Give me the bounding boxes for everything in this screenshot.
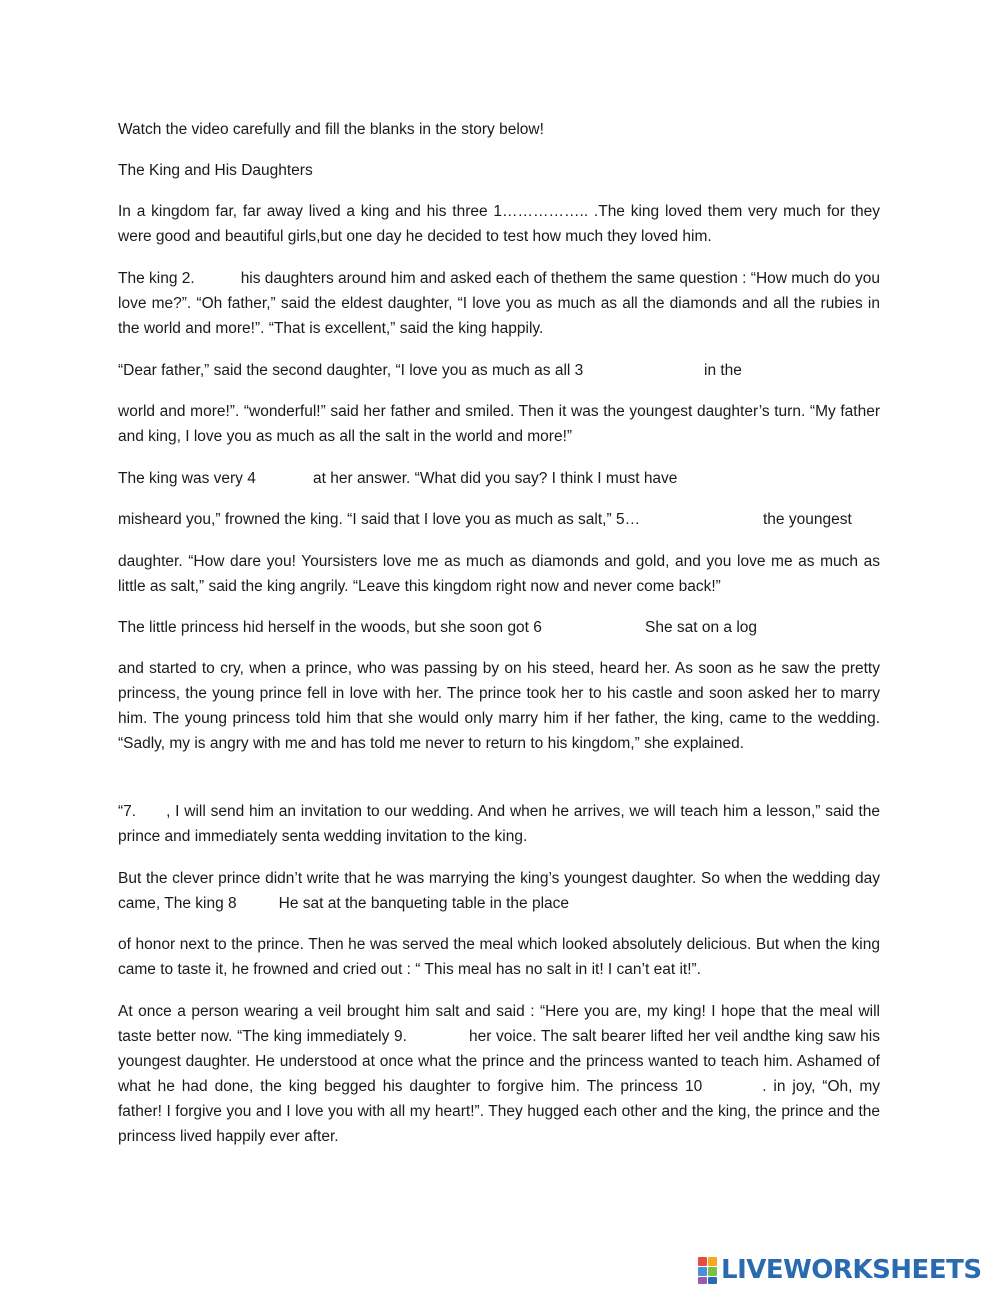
paragraph-8-start: The little princess hid herself in the woods, but she soon got 6 (118, 619, 542, 636)
paragraph-8-end: She sat on a log (645, 619, 758, 636)
paragraph-10-rest: , I will send him an invitation to our wedding. And when he arrives, we will teach him a lesson,” said the prince and immediately senta wedding invitation to the king. (118, 803, 880, 845)
paragraph-4: world and more!”. “wonderful!” said her father and smiled. Then it was the youngest daughter’s turn. “My father and king, I love you as much as all the salt in the world and more!” (118, 403, 880, 445)
paragraph-5 (118, 466, 880, 491)
paragraph-8 (118, 615, 880, 640)
logo-text: LIVEWORKSHEETS (721, 1255, 982, 1285)
paragraph-10-start: “7. (118, 803, 137, 820)
paragraph-9: and started to cry, when a prince, who was passing by on his steed, heard her. As soon as he saw the pretty princess, the young prince fell in love with her. The prince took her to his castle and soon asked her to marry him. The young princess told him that she would only marry him if her father, the king, came to the wedding. “Sadly, my is angry with me and has told me never to return to his kingdom,” she explained. (118, 660, 880, 752)
paragraph-13 (118, 999, 880, 1149)
instruction-text: Watch the video carefully and fill the blanks in the story below! (118, 121, 544, 138)
paragraph-6 (118, 507, 880, 532)
paragraph-5-start: The king was very 4 (118, 470, 256, 487)
paragraph-12: of honor next to the prince. Then he was served the meal which looked absolutely delicious. But when the king came to taste it, he frowned and cried out : “ This meal has no salt in it! I can’t eat it!”. (118, 936, 880, 978)
paragraph-3-end: in the (704, 362, 742, 379)
story-title: The King and His Daughters (118, 162, 313, 179)
paragraph-2 (118, 266, 880, 341)
paragraph-10 (118, 799, 880, 849)
paragraph-3-start: “Dear father,” said the second daughter, “I love you as much as all 3 (118, 362, 584, 379)
logo-tiles-icon (698, 1257, 717, 1284)
paragraph-6-end: the youngest (763, 511, 852, 528)
paragraph-13-start: At once a person wearing a veil brought him salt and said : “Here you are, my king! I hope that the meal will taste better now. “The king immediately 9. (118, 1003, 880, 1045)
paragraph-2-rest: his daughters around him and asked each of thethem the same question : “How much do you love me?”. “Oh father,” said the eldest daughter, “I love you as much as all the diamonds and all the rubies in the world and more!”. “That is excellent,” said the king happily. (118, 270, 881, 337)
paragraph-13-middle: her voice. The salt bearer lifted her veil andthe king saw his youngest daughter. He understood at once what the prince and the princess wanted to teach him. Ashamed of what he had done, the king begged his daughter to forgive him. The princess (118, 1028, 880, 1095)
paragraph-11 (118, 866, 880, 916)
paragraph-1: In a kingdom far, far away lived a king and his three 1…………….. .The king loved them very much for they were good and beautiful girls,but one day he decided to test how much they loved him. (118, 203, 880, 245)
paragraph-11-start: But the clever prince didn’t write that he was marrying the king’s youngest daughter. So when the wedding day came, The king 8 (118, 870, 880, 912)
paragraph-2-start: The king 2. (118, 270, 195, 287)
liveworksheets-logo (698, 1257, 982, 1283)
paragraph-7: daughter. “How dare you! Yoursisters love me as much as diamonds and gold, and you love me as much as little as salt,” said the king angrily. “Leave this kingdom right now and never come back!” (118, 553, 880, 595)
paragraph-5-end: at her answer. “What did you say? I think I must have (313, 470, 678, 487)
paragraph-11-end: He sat at the banqueting table in the place (278, 895, 570, 912)
paragraph-6-start: misheard you,” frowned the king. “I said that I love you as much as salt,” 5… (118, 511, 641, 528)
paragraph-3 (118, 358, 880, 383)
paragraph-13-num10: 10 (684, 1078, 703, 1095)
paragraph-13-end: . in joy, “Oh, my father! I forgive you and I love you with all my heart!”. They hugged each other and the king, the prince and the princess lived happily ever after. (118, 1078, 881, 1145)
